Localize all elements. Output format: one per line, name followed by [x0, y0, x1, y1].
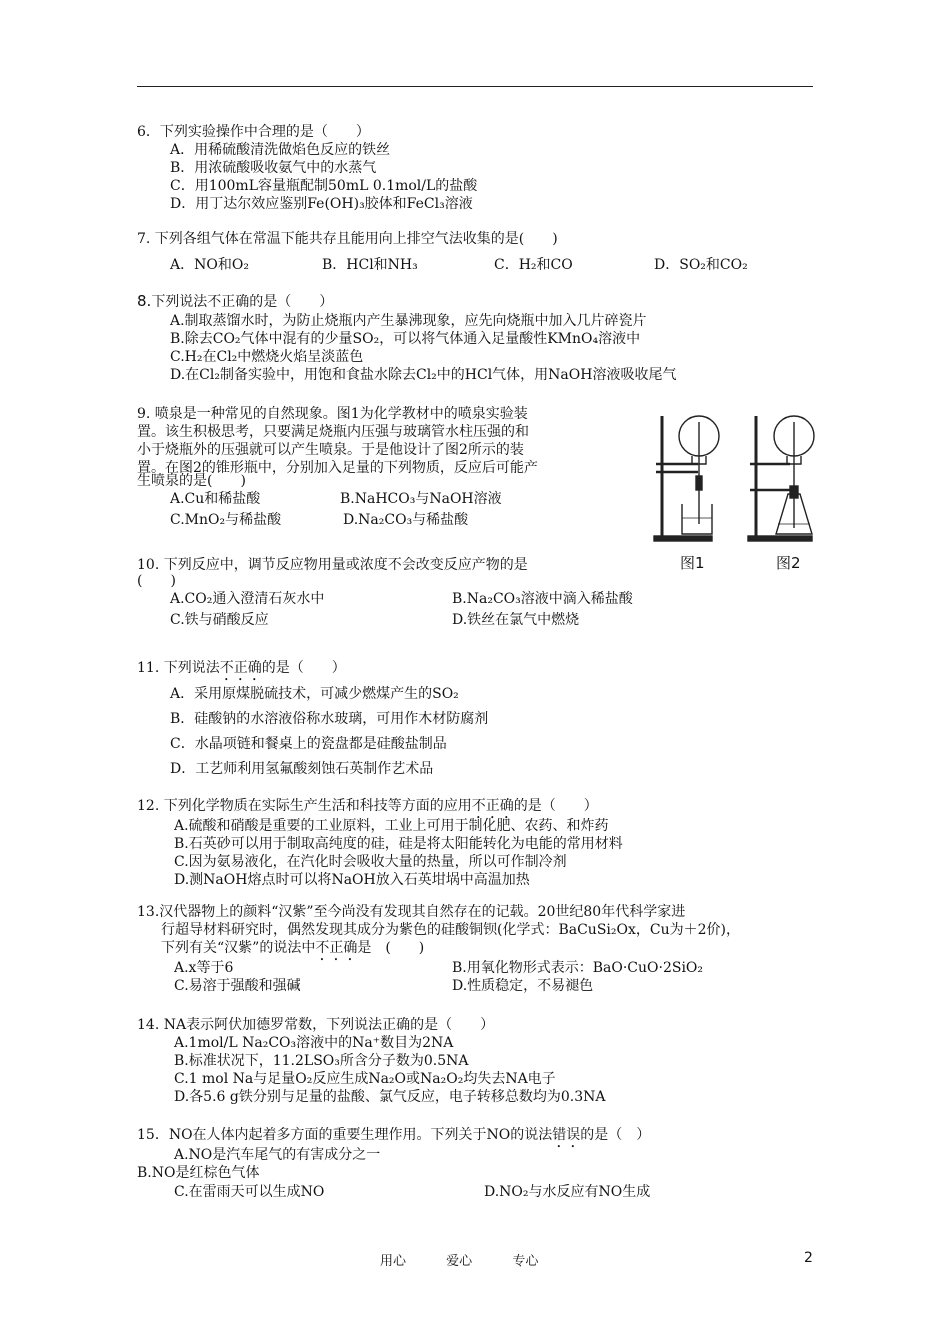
- q7-option-d: D．SO₂和CO₂: [654, 257, 748, 273]
- q10-option-a: A.CO₂通入澄清石灰水中: [170, 591, 325, 607]
- q10-stem: 10. 下列反应中，调节反应物用量或浓度不会改变反应产物的是: [137, 557, 528, 573]
- q12-option-c: C.因为氨易液化，在汽化时会吸收大量的热量，所以可作制冷剂: [174, 854, 567, 870]
- q11-stem: [137, 659, 346, 684]
- q11-stem-post: 的是（ ）: [261, 660, 346, 676]
- q15-stem-post: 的是（ ）: [580, 1127, 651, 1143]
- footer-item-2: 爱心: [446, 1254, 473, 1269]
- q11-option-c: C．水晶项链和餐桌上的瓷盘都是硅酸盐制品: [170, 736, 447, 752]
- q6-option-b: B．用浓硫酸吸收氨气中的水蒸气: [170, 160, 377, 176]
- q6-option-a: A．用稀硫酸清洗做焰色反应的铁丝: [170, 142, 391, 158]
- fountain-apparatus-figure: [652, 412, 820, 544]
- q13-option-b: B.用氧化物形式表示：BaO·CuO·2SiO₂: [452, 960, 704, 976]
- q11-option-a: A．采用原煤脱硫技术，可减少燃煤产生的SO₂: [170, 686, 459, 702]
- q7-option-a: A．NO和O₂: [170, 257, 249, 273]
- q11-option-b: B．硅酸钠的水溶液俗称水玻璃，可用作木材防腐剂: [170, 711, 489, 727]
- q8-option-d: D.在Cl₂制备实验中，用饱和食盐水除去Cl₂中的HCl气体，用NaOH溶液吸收尾气: [170, 367, 677, 383]
- q8-option-a: A.制取蒸馏水时，为防止烧瓶内产生暴沸现象，应先向烧瓶中加入几片碎瓷片: [170, 313, 647, 329]
- q13-line-3-post: 是 ( ): [357, 940, 425, 956]
- q10-option-c: C.铁与硝酸反应: [170, 612, 269, 628]
- q15-stem-emphasis: 错误: [552, 1127, 581, 1143]
- q10-option-b: B.Na₂CO₃溶液中滴入稀盐酸: [452, 591, 633, 607]
- q15-option-a: A.NO是汽车尾气的有害成分之一: [174, 1147, 381, 1163]
- q9-option-a: A.Cu和稀盐酸: [170, 491, 261, 507]
- q15-stem-pre: 15．NO在人体内起着多方面的重要生理作用。下列关于NO的说法: [137, 1127, 553, 1143]
- q11-stem-emphasis: 不正确: [219, 660, 262, 676]
- figure-1-apparatus: [654, 416, 719, 541]
- q9-option-c: C.MnO₂与稀盐酸: [170, 512, 282, 528]
- q13-option-d: D.性质稳定，不易褪色: [452, 978, 594, 994]
- q14-stem: 14. NA表示阿伏加德罗常数，下列说法正确的是（ ）: [137, 1017, 495, 1033]
- q13-line-3-pre: 下列有关“汉紫”的说法中: [161, 940, 316, 956]
- q10-stem-bracket: ( ): [137, 573, 176, 589]
- figure-2-label: 图2: [776, 554, 801, 572]
- footer-item-3: 专心: [512, 1254, 539, 1269]
- page-footer: [380, 1250, 574, 1269]
- figure-2-apparatus: [748, 416, 814, 541]
- q13-option-a: A.x等于6: [174, 960, 234, 976]
- q12-option-b: B.石英砂可以用于制取高纯度的硅，硅是将太阳能转化为电能的常用材料: [174, 836, 623, 852]
- q12-option-a: A.硫酸和硝酸是重要的工业原料，工业上可用于制化肥、农药、和炸药: [174, 818, 609, 834]
- q8-stem: [137, 292, 333, 311]
- q14-option-b: B.标准状况下，11.2LSO₃所含分子数为0.5NA: [174, 1053, 469, 1069]
- q8-option-c: C.H₂在Cl₂中燃烧火焰呈淡蓝色: [170, 349, 364, 365]
- q12-stem-emphasis: 不正确: [471, 798, 514, 814]
- q15-option-d: D.NO₂与水反应有NO生成: [484, 1184, 651, 1200]
- q8-stem-text: 下列说法不正确的是（ ）: [151, 294, 334, 310]
- q13-option-c: C.易溶于强酸和强碱: [174, 978, 301, 994]
- q7-option-b: B．HCl和NH₃: [322, 257, 418, 273]
- q14-option-a: A.1mol/L Na₂CO₃溶液中的Na⁺数目为2NA: [174, 1035, 454, 1051]
- q9-option-b: B.NaHCO₃与NaOH溶液: [340, 491, 502, 507]
- q15-option-b: B.NO是红棕色气体: [137, 1165, 260, 1181]
- q11-option-d: D．工艺师利用氢氟酸刻蚀石英制作艺术品: [170, 761, 434, 777]
- q12-stem-post: 的是（ ）: [513, 798, 598, 814]
- q9-option-d: D.Na₂CO₃与稀盐酸: [343, 512, 469, 528]
- page-number: 2: [804, 1250, 813, 1266]
- figure-1-label: 图1: [680, 554, 705, 572]
- q9-line-5: 生喷泉的是( ): [137, 473, 246, 489]
- q13-line-2: 行超导材料研究时，偶然发现其成分为紫色的硅酸铜钡(化学式：BaCuSi₂Ox，Cu为＋2价)，: [161, 922, 740, 938]
- q8-option-b: B.除去CO₂气体中混有的少量SO₂，可以将气体通入足量酸性KMnO₄溶液中: [170, 331, 641, 347]
- q7-option-c: C．H₂和CO: [494, 257, 573, 273]
- q12-option-d: D.测NaOH熔点时可以将NaOH放入石英坩埚中高温加热: [174, 872, 530, 888]
- q15-option-c: C.在雷雨天可以生成NO: [174, 1184, 325, 1200]
- q9-line-3: 小于烧瓶外的压强就可以产生喷泉。于是他设计了图2所示的装: [137, 442, 524, 458]
- q9-line-2: 置。该生积极思考，只要满足烧瓶内压强与玻璃管水柱压强的和: [137, 424, 529, 440]
- q6-option-d: D．用丁达尔效应鉴别Fe(OH)₃胶体和FeCl₃溶液: [170, 196, 473, 212]
- header-rule: [137, 86, 813, 87]
- q6-option-c: C．用100mL容量瓶配制50mL 0.1mol/L的盐酸: [170, 178, 478, 194]
- q6-stem: 6．下列实验操作中合理的是（ ）: [137, 124, 370, 140]
- q12-stem-pre: 12. 下列化学物质在实际生产生活和科技等方面的应用: [137, 798, 472, 814]
- q7-stem: 7. 下列各组气体在常温下能共存且能用向上排空气法收集的是( ): [137, 231, 558, 247]
- q9-line-4: 置。在图2的锥形瓶中，分别加入足量的下列物质，反应后可能产: [137, 460, 538, 476]
- footer-item-1: 用心: [380, 1254, 407, 1269]
- q11-stem-pre: 11. 下列说法: [137, 660, 220, 676]
- q13-line-1: 13.汉代器物上的颜料“汉紫”至今尚没有发现其自然存在的记载。20世纪80年代科学家进: [137, 904, 686, 920]
- q8-number: 8.: [137, 292, 152, 310]
- q14-option-c: C.1 mol Na与足量O₂反应生成Na₂O或Na₂O₂均失去NA电子: [174, 1071, 556, 1087]
- q10-option-d: D.铁丝在氯气中燃烧: [452, 612, 580, 628]
- q13-line-3-emphasis: 不正确: [315, 940, 358, 956]
- q14-option-d: D.各5.6 g铁分别与足量的盐酸、氯气反应，电子转移总数均为0.3NA: [174, 1089, 606, 1105]
- q9-line-1: 9. 喷泉是一种常见的自然现象。图1为化学教材中的喷泉实验装: [137, 406, 528, 422]
